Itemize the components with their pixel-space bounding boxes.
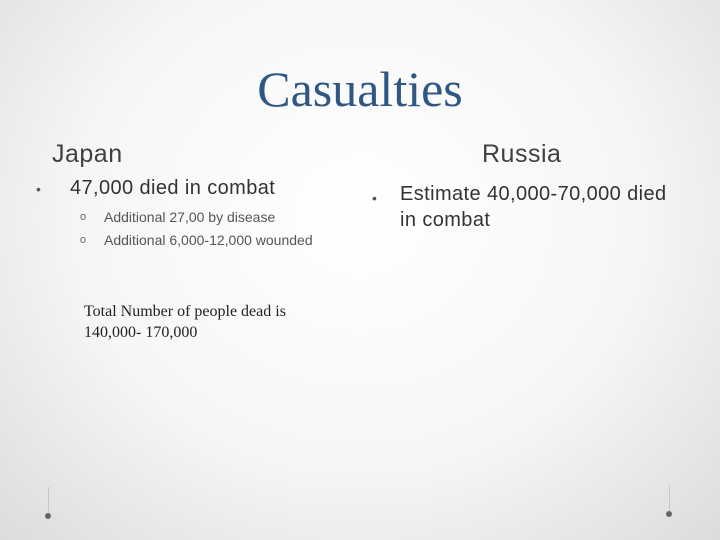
japan-combat-bullet	[36, 177, 275, 200]
bullet-marker: •	[372, 190, 377, 206]
sub-bullet-marker: o	[80, 211, 87, 223]
russia-combat-bullet	[372, 181, 680, 233]
decorative-line-left	[48, 487, 49, 513]
decorative-line-right	[669, 485, 670, 511]
japan-disease-sub-bullet	[80, 209, 275, 225]
sub-bullet-marker: o	[80, 234, 87, 246]
sub-bullet-text: Additional 27,00 by disease	[104, 209, 276, 225]
bullet-marker: •	[36, 181, 41, 197]
japan-wounded-sub-bullet	[80, 232, 313, 248]
slide-title: Casualties	[257, 61, 463, 117]
russia-heading: Russia	[482, 140, 562, 168]
japan-heading: Japan	[52, 140, 123, 168]
decorative-dot-right	[666, 511, 672, 517]
total-dead-note: Total Number of people dead is 140,000- 170,000	[84, 303, 286, 341]
decorative-dot-left	[45, 513, 51, 519]
bullet-text: Estimate 40,000-70,000 died in combat	[400, 183, 667, 231]
sub-bullet-text: Additional 6,000-12,000 wounded	[104, 232, 313, 248]
bullet-text: 47,000 died in combat	[70, 177, 276, 199]
